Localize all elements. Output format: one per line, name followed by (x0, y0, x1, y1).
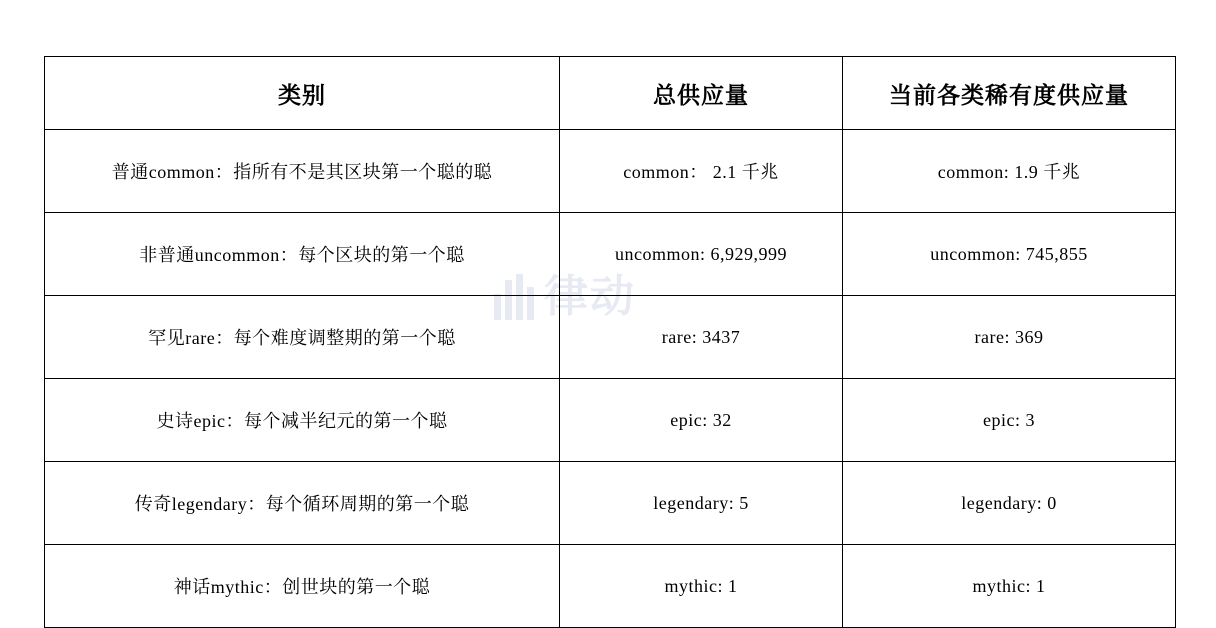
cell-current-supply: mythic: 1 (843, 545, 1176, 628)
table-row (45, 130, 1176, 213)
table-row (45, 545, 1176, 628)
cell-current-supply: uncommon: 745,855 (843, 213, 1176, 296)
cell-current-supply: rare: 369 (843, 296, 1176, 379)
cell-category: 神话mythic：创世块的第一个聪 (45, 545, 560, 628)
cell-total-supply: epic: 32 (560, 379, 843, 462)
cell-category: 普通common：指所有不是其区块第一个聪的聪 (45, 130, 560, 213)
cell-total-supply: legendary: 5 (560, 462, 843, 545)
column-header-total-supply: 总供应量 (560, 57, 843, 130)
cell-current-supply: legendary: 0 (843, 462, 1176, 545)
cell-category: 非普通uncommon：每个区块的第一个聪 (45, 213, 560, 296)
cell-category: 史诗epic：每个减半纪元的第一个聪 (45, 379, 560, 462)
table-header-row (45, 57, 1176, 130)
cell-current-supply: epic: 3 (843, 379, 1176, 462)
cell-category: 罕见rare：每个难度调整期的第一个聪 (45, 296, 560, 379)
table-head (45, 57, 1176, 130)
cell-total-supply: mythic: 1 (560, 545, 843, 628)
column-header-current-supply: 当前各类稀有度供应量 (843, 57, 1176, 130)
cell-total-supply: uncommon: 6,929,999 (560, 213, 843, 296)
column-header-category: 类别 (45, 57, 560, 130)
table-row (45, 213, 1176, 296)
rarity-table (44, 56, 1176, 628)
table-row (45, 379, 1176, 462)
table-row (45, 296, 1176, 379)
table-row (45, 462, 1176, 545)
table-body (45, 130, 1176, 628)
cell-current-supply: common: 1.9 千兆 (843, 130, 1176, 213)
cell-total-supply: common： 2.1 千兆 (560, 130, 843, 213)
cell-total-supply: rare: 3437 (560, 296, 843, 379)
watermark-text: 律动 (544, 271, 636, 322)
cell-category: 传奇legendary：每个循环周期的第一个聪 (45, 462, 560, 545)
